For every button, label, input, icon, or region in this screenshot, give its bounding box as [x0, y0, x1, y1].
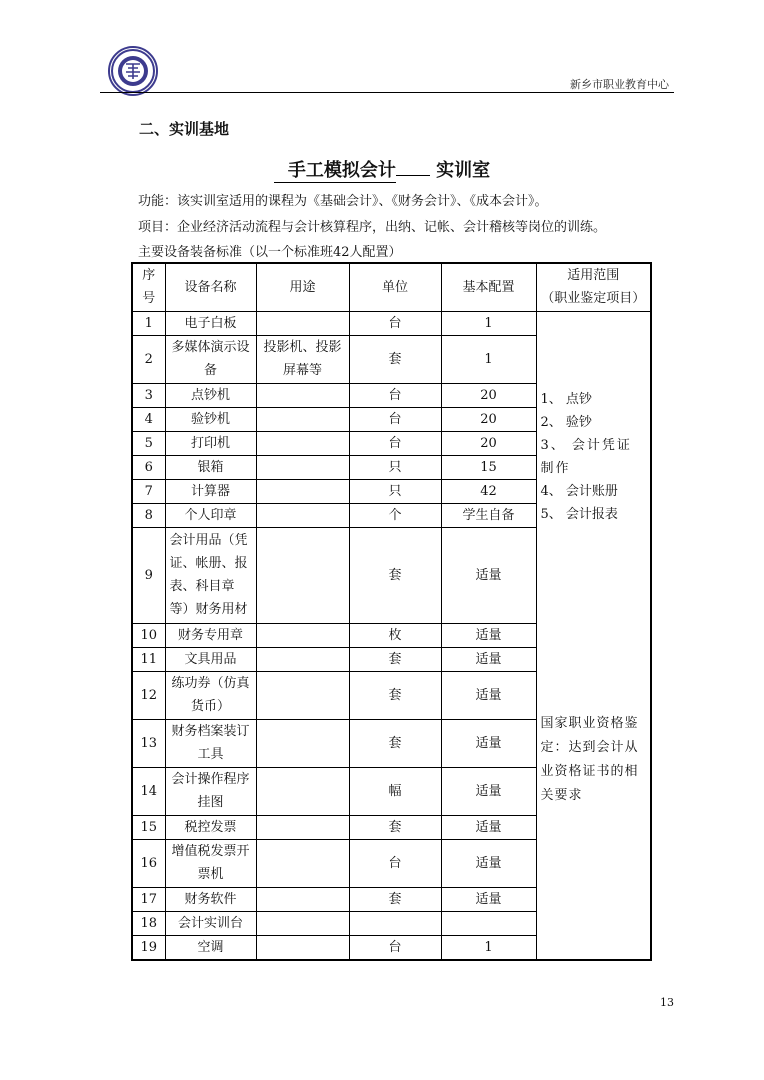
row-use	[256, 479, 349, 503]
header-no: 序 号	[132, 263, 165, 311]
equipment-caption: 主要设备装备标准（以一个标准班42人配置）	[138, 245, 402, 260]
row-name: 计算器	[165, 479, 256, 503]
row-config: 20	[441, 431, 536, 455]
title-underline-gap	[396, 174, 430, 176]
row-unit: 台	[349, 431, 441, 455]
row-use	[256, 311, 349, 335]
row-use	[256, 623, 349, 647]
row-config	[441, 911, 536, 935]
row-name: 打印机	[165, 431, 256, 455]
row-use	[256, 647, 349, 671]
row-use	[256, 767, 349, 815]
row-name: 文具用品	[165, 647, 256, 671]
row-use	[256, 815, 349, 839]
row-no: 12	[132, 671, 165, 719]
row-no: 3	[132, 383, 165, 407]
row-unit: 台	[349, 407, 441, 431]
row-use: 投影机、投影屏幕等	[256, 335, 349, 383]
row-no: 14	[132, 767, 165, 815]
header-name: 设备名称	[165, 263, 256, 311]
row-config: 15	[441, 455, 536, 479]
row-use	[256, 503, 349, 527]
row-use	[256, 887, 349, 911]
row-unit: 台	[349, 311, 441, 335]
row-name: 会计实训台	[165, 911, 256, 935]
scope-items	[541, 312, 647, 526]
row-use	[256, 455, 349, 479]
row-use	[256, 383, 349, 407]
row-unit: 台	[349, 935, 441, 960]
row-config: 42	[441, 479, 536, 503]
row-unit: 套	[349, 335, 441, 383]
row-no: 5	[132, 431, 165, 455]
header-scope: 适用范围 （职业鉴定项目）	[536, 263, 651, 311]
row-unit: 套	[349, 647, 441, 671]
row-config: 适量	[441, 815, 536, 839]
row-config: 适量	[441, 527, 536, 623]
header-rule	[100, 92, 674, 93]
row-use	[256, 527, 349, 623]
row-config: 1	[441, 311, 536, 335]
scope-qualification: 国家职业资格鉴定：达到会计从业资格证书的相关要求	[540, 715, 639, 803]
table-header-row	[132, 263, 651, 311]
row-name: 个人印章	[165, 503, 256, 527]
header-unit: 单位	[349, 263, 441, 311]
row-unit: 只	[349, 455, 441, 479]
row-no: 10	[132, 623, 165, 647]
org-name: 新乡市职业教育中心	[570, 78, 669, 91]
row-unit: 套	[349, 671, 441, 719]
row-unit: 台	[349, 383, 441, 407]
row-unit: 套	[349, 719, 441, 767]
row-name: 点钞机	[165, 383, 256, 407]
row-name: 财务档案装订工具	[165, 719, 256, 767]
scope-item: 3、 会计凭证制作	[540, 437, 632, 476]
row-no: 18	[132, 911, 165, 935]
row-no: 8	[132, 503, 165, 527]
scope-item: 2、 验钞	[540, 414, 592, 430]
row-use	[256, 719, 349, 767]
lab-title-part1: 手工模拟会计	[274, 160, 396, 183]
row-unit: 套	[349, 527, 441, 623]
row-config: 20	[441, 383, 536, 407]
school-logo	[108, 46, 158, 96]
scope-item: 1、 点钞	[540, 391, 592, 407]
row-unit: 台	[349, 839, 441, 887]
row-name: 财务软件	[165, 887, 256, 911]
row-config: 1	[441, 335, 536, 383]
equipment-table	[131, 262, 652, 961]
row-use	[256, 671, 349, 719]
row-config: 适量	[441, 719, 536, 767]
row-config: 1	[441, 935, 536, 960]
row-name: 会计用品（凭证、帐册、报表、科目章等）财务用材	[165, 527, 256, 623]
row-no: 15	[132, 815, 165, 839]
row-no: 17	[132, 887, 165, 911]
lab-title	[0, 156, 764, 182]
row-config: 20	[441, 407, 536, 431]
row-config: 适量	[441, 671, 536, 719]
row-no: 19	[132, 935, 165, 960]
scope-item: 5、 会计报表	[540, 506, 618, 522]
row-use	[256, 935, 349, 960]
row-name: 电子白板	[165, 311, 256, 335]
header-config: 基本配置	[441, 263, 536, 311]
row-unit: 套	[349, 887, 441, 911]
row-name: 会计操作程序挂图	[165, 767, 256, 815]
row-name: 空调	[165, 935, 256, 960]
page-number: 13	[660, 996, 674, 1009]
row-no: 16	[132, 839, 165, 887]
row-unit: 套	[349, 815, 441, 839]
lab-title-part2: 实训室	[436, 160, 491, 181]
row-use	[256, 407, 349, 431]
row-no: 1	[132, 311, 165, 335]
row-no: 2	[132, 335, 165, 383]
row-config: 适量	[441, 647, 536, 671]
row-no: 11	[132, 647, 165, 671]
header-use: 用途	[256, 263, 349, 311]
row-no: 4	[132, 407, 165, 431]
row-name: 银箱	[165, 455, 256, 479]
row-unit: 枚	[349, 623, 441, 647]
row-name: 多媒体演示设备	[165, 335, 256, 383]
row-unit: 个	[349, 503, 441, 527]
row-config: 适量	[441, 887, 536, 911]
table-row	[132, 311, 651, 335]
row-unit: 幅	[349, 767, 441, 815]
row-name: 练功券（仿真货币）	[165, 671, 256, 719]
row-config: 学生自备	[441, 503, 536, 527]
row-use	[256, 911, 349, 935]
scope-item: 4、 会计账册	[540, 483, 618, 499]
row-config: 适量	[441, 839, 536, 887]
row-no: 13	[132, 719, 165, 767]
row-name: 增值税发票开票机	[165, 839, 256, 887]
project-text: 项目：企业经济活动流程与会计核算程序，出纳、记帐、会计稽核等岗位的训练。	[138, 220, 607, 235]
row-unit: 只	[349, 479, 441, 503]
row-no: 7	[132, 479, 165, 503]
scope-cell	[536, 311, 651, 960]
row-name: 验钞机	[165, 407, 256, 431]
section-heading: 二、实训基地	[139, 120, 230, 138]
row-name: 财务专用章	[165, 623, 256, 647]
row-config: 适量	[441, 623, 536, 647]
row-use	[256, 839, 349, 887]
row-no: 6	[132, 455, 165, 479]
row-no: 9	[132, 527, 165, 623]
row-use	[256, 431, 349, 455]
row-unit	[349, 911, 441, 935]
row-name: 税控发票	[165, 815, 256, 839]
row-config: 适量	[441, 767, 536, 815]
function-text: 功能：该实训室适用的课程为《基础会计》、《财务会计》、《成本会计》。	[138, 194, 548, 209]
